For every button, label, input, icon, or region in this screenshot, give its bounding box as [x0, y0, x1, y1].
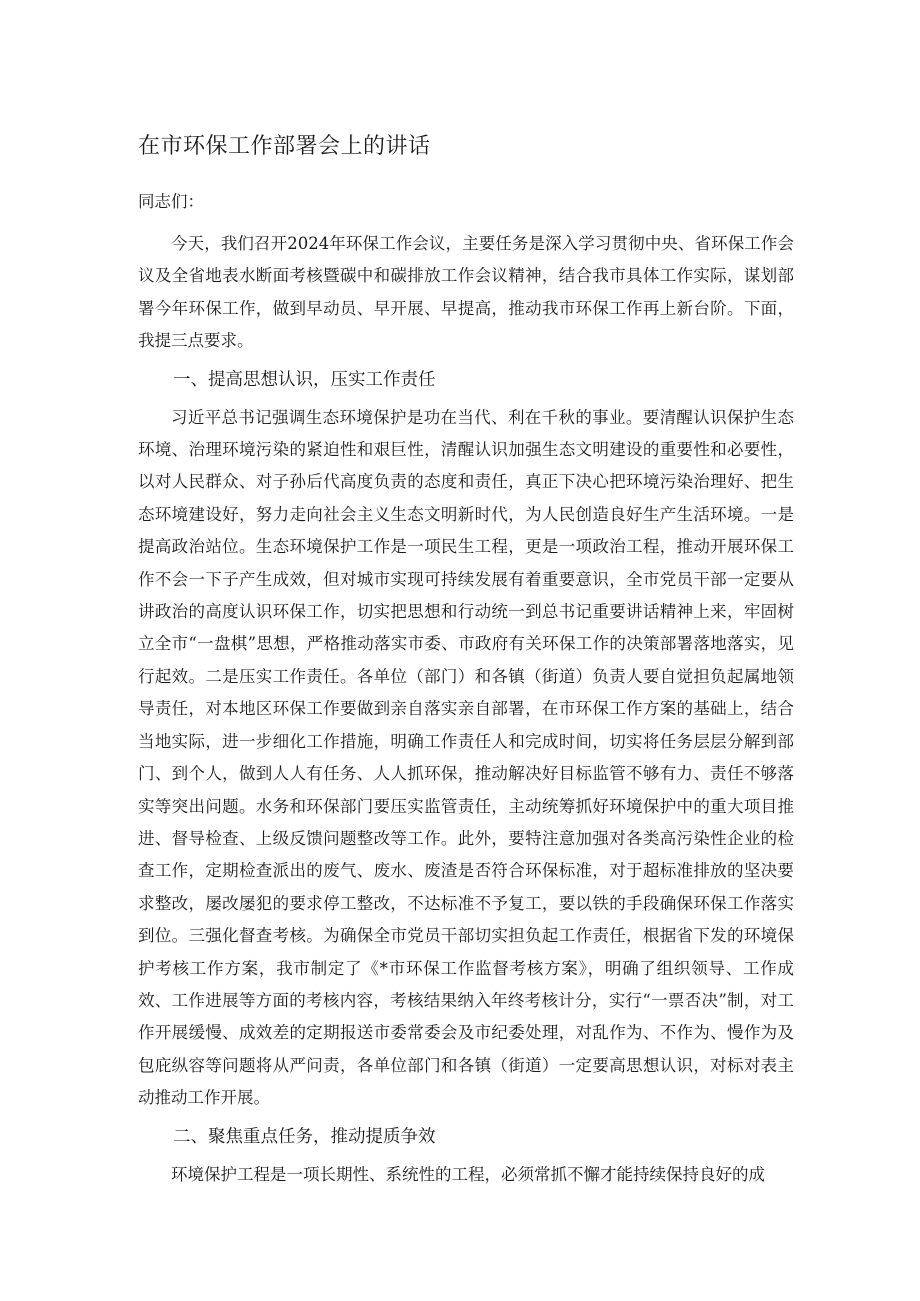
section-2-heading: 二、聚焦重点任务，推动提质争效 [173, 1126, 436, 1147]
salutation: 同志们： [138, 192, 204, 211]
section-2-paragraph: 环境保护工程是一项长期性、系统性的工程，必须常抓不懈才能持续保持良好的成 [171, 1164, 765, 1184]
section-1-heading: 一、提高思想认识，压实工作责任 [173, 369, 436, 390]
section-1-paragraph: 习近平总书记强调生态环境保护是功在当代、利在千秋的事业。要清醒认识保护生态环境、治理环境污染的紧迫性和艰巨性，清醒认识加强生态文明建设的重要性和必要性，以对人民群众、对子孙后代高度负责的态度和责任，真正下决心把环境污染治理好、把生态环境建设好，努力走向社会主义生态文明新时代，为人民创造良好生产生活环境。一是提高政治站位。生态环境保护工作是一项民生工程，更是一项政治工程，推动开展环保工作不会一下子产生成效，但对城市实现可持续发展有着重要意识，全市党员干部一定要从讲政治的高度认识环保工作，切实把思想和行动统一到总书记重要讲话精神上来，牢固树立全市“一盘棋”思想，严格推动落实市委、市政府有关环保工作的决策部署落地落实，见行起效。二是压实工作责任。各单位（部门）和各镇（街道）负责人要自觉担负起属地领导责任，对本地区环保工作要做到亲自落实亲自部署，在市环保工作方案的基础上，结合当地实际，进一步细化工作措施，明确工作责任人和完成时间，切实将任务层层分解到部门、到个人，做到人人有任务、人人抓环保，推动解决好目标监管不够有力、责任不够落实等突出问题。水务和环保部门要压实监管责任，主动统筹抓好环境保护中的重大项目推进、督导检查、上级反馈问题整改等工作。此外，要特注意加强对各类高污染性企业的检查工作，定期检查派出的废气、废水、废渣是否符合环保标准，对于超标准排放的坚决要求整改，屡改屡犯的要求停工整改，不达标准不予复工，要以铁的手段确保环保工作落实到位。三强化督查考核。为确保全市党员干部切实担负起工作责任，根据省下发的环境保护考核工作方案，我市制定了《*市环保工作监督考核方案》，明确了组织领导、工作成效、工作进展等方面的考核内容，考核结果纳入年终考核计分，实行“一票否决”制，对工作开展缓慢、成效差的定期报送市委常委会及市纪委处理，对乱作为、不作为、慢作为及包庇纵容等问题将从严问责，各单位部门和各镇（街道）一定要高思想认识，对标对表主动推动工作开展。 [138, 407, 794, 1108]
intro-paragraph: 今天，我们召开2024年环保工作会议，主要任务是深入学习贯彻中央、省环保工作会议及全省地表水断面考核暨碳中和碳排放工作会议精神，结合我市具体工作实际，谋划部署今年环保工作，做到早动员、早开展、早提高，推动我市环保工作再上新台阶。下面，我提三点要求。 [138, 234, 794, 351]
document-title: 在市环保工作部署会上的讲话 [138, 134, 431, 159]
document-page [138, 130, 794, 1191]
